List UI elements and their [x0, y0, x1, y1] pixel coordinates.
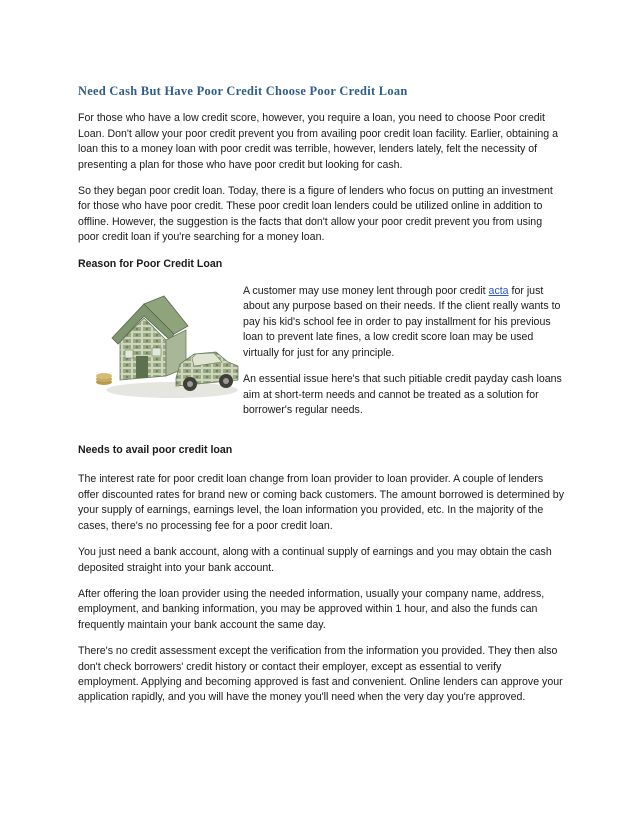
reason-paragraph-1-text-a: A customer may use money lent through poor credit	[243, 285, 489, 298]
reason-paragraph-1	[243, 284, 564, 361]
money-house	[112, 296, 188, 380]
coin-stack	[96, 373, 112, 385]
reason-paragraph-2: An essential issue here's that such pitiable credit payday cash loans aim at short-term needs and cannot be treated as a solution for borrower's regular needs.	[243, 373, 562, 416]
needs-paragraph-2: You just need a bank account, along with a continual supply of earnings and you may obtain the cash deposited straight into your bank account.	[78, 546, 552, 574]
acta-link[interactable]: acta	[488, 285, 509, 298]
section-heading-reason: Reason for Poor Credit Loan	[78, 257, 223, 270]
needs-paragraph-4: There's no credit assessment except the verification from the information you provided. They then also don't check borrowers' credit history or contact their employer, except as essential to verify employment. Applying and becoming approved is fast and convenient. Online lenders can approve your application rapidly, and you will have the money you'll need when the very day you're approved.	[78, 645, 563, 704]
image-and-text-block	[78, 286, 564, 432]
intro-paragraph-1: For those who have a low credit score, however, you require a loan, you need to choose Poor credit Loan. Don't allow your poor credit prevent you from availing poor credit loan facility. Earlier, obtaining a loan this to a money loan with poor credit was terrible, however, lenders lately, felt the necessity of presenting a plan for those who have poor credit but looking for cash.	[78, 112, 558, 171]
article-title: Need Cash But Have Poor Credit Choose Poor Credit Loan	[78, 84, 408, 98]
intro-paragraph-2: So they began poor credit loan. Today, there is a figure of lenders who focus on putting an investment for those who have poor credit. These poor credit loan lenders could be utilized online in addition to offline. However, the suggestion is the facts that don't allow your poor credit prevent you from using poor credit loan if you're searching for a money loan.	[78, 185, 553, 244]
section-heading-needs: Needs to avail poor credit loan	[78, 444, 233, 457]
reason-text-column	[243, 284, 564, 429]
needs-paragraph-1: The interest rate for poor credit loan change from loan provider to loan provider. A couple of lenders offer discounted rates for brand new or coming back customers. The amount borrowed is determined by your supply of earnings, earnings level, the loan information you provided, etc. In the majority of the cases, there's no processing fee for a poor credit loan.	[78, 473, 564, 532]
money-house-and-car-picture	[92, 290, 242, 402]
needs-paragraph-3: After offering the loan provider using the needed information, usually your company name, address, employment, and banking information, you may be approved within 1 hour, and also the funds can frequently maintain your bank account the same day.	[78, 587, 545, 631]
reason-paragraph-1-text-b: for just about any purpose based on their needs. If the client really wants to pay his kid's school fee in order to pay installment for his previous loan to prevent late fines, a low credit score loan may be used virtually for just for any principle.	[243, 285, 561, 359]
article	[78, 84, 564, 717]
